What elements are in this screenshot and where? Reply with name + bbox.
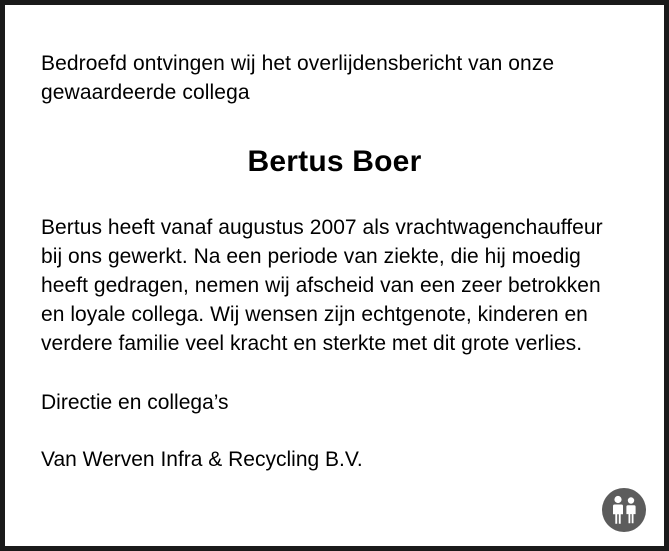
company-name-text: Van Werven Infra & Recycling B.V. bbox=[41, 448, 363, 471]
company-logo bbox=[602, 488, 646, 532]
intro-text: Bedroefd ontvingen wij het overlijdensbericht van onze gewaardeerde collega bbox=[41, 52, 555, 104]
body-text: Bertus heeft vanaf augustus 2007 als vrachtwagenchauffeur bij ons gewerkt. Na een periode van ziekte, die hij moedig heeft gedragen, nemen wij afscheid van een zeer betrokken en loyale collega. Wij wensen zijn echtgenote, kinderen en verdere familie veel kracht en sterkte met dit grote verlies. bbox=[41, 216, 603, 355]
signature-text: Directie en collega’s bbox=[41, 391, 229, 414]
deceased-name-block bbox=[41, 145, 628, 179]
logo-figures-icon bbox=[602, 488, 646, 532]
deceased-name: Bertus Boer bbox=[247, 145, 422, 178]
